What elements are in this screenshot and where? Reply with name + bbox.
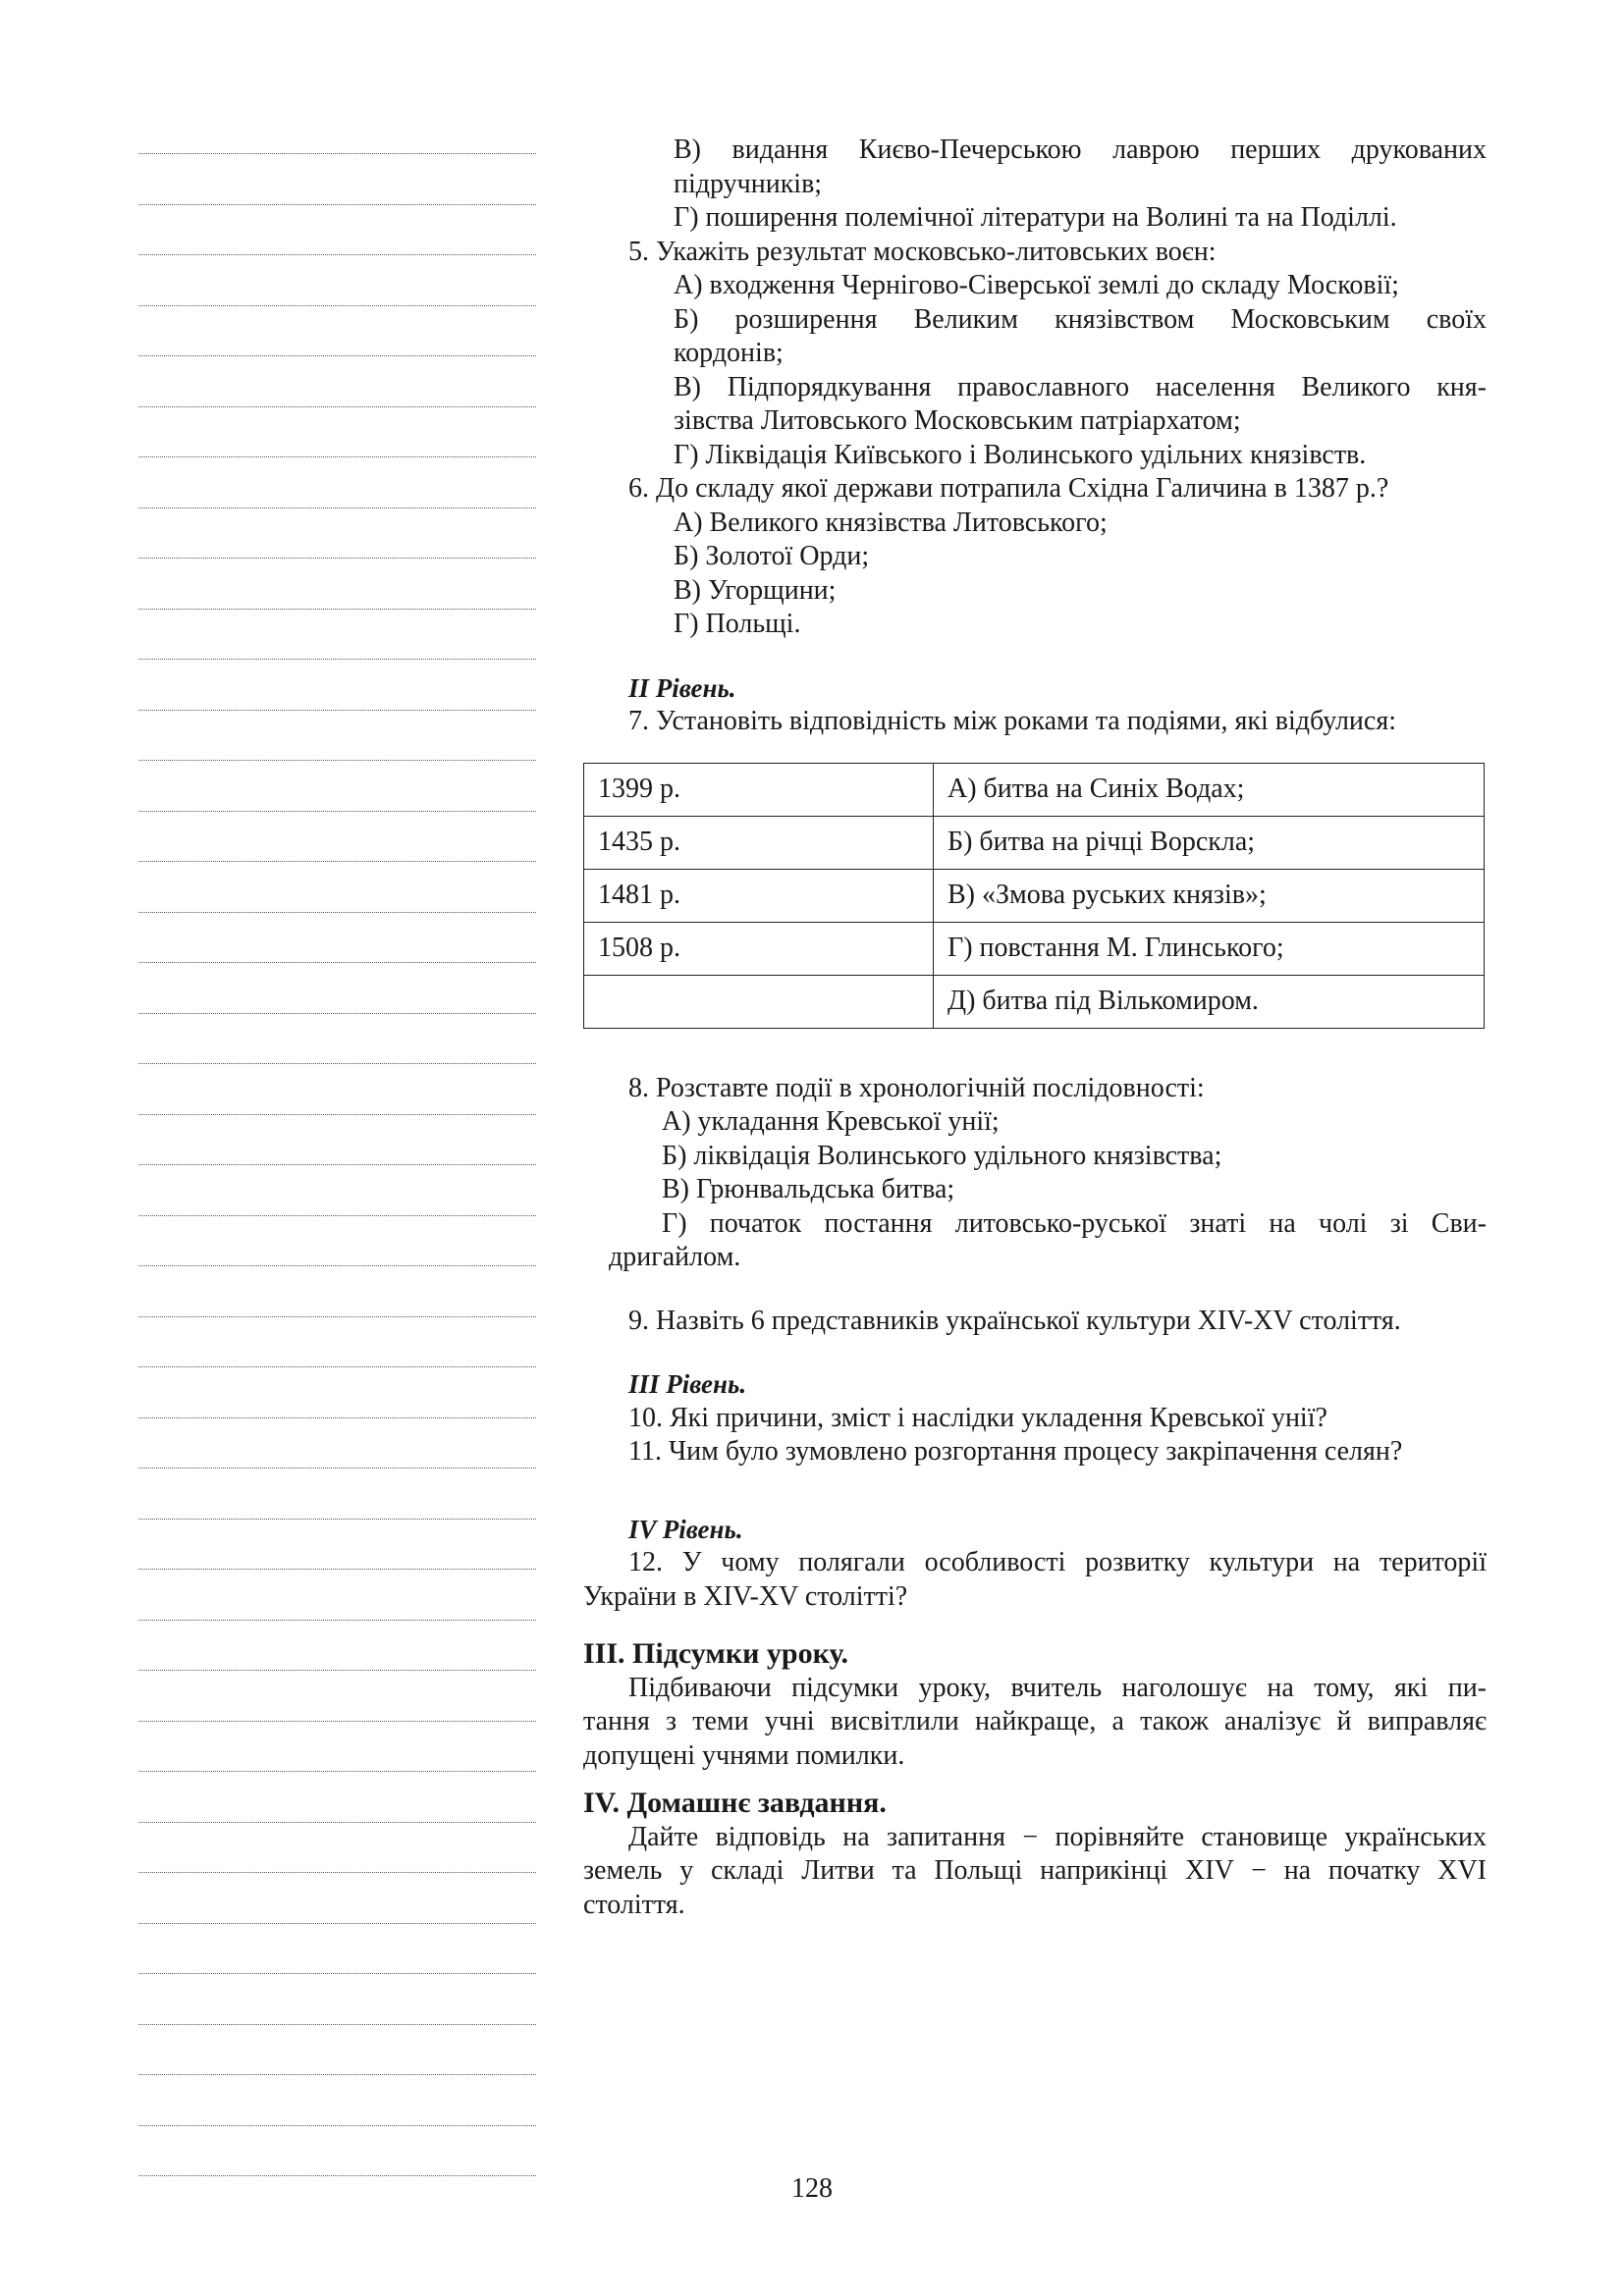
event-cell: Д) битва під Вількомиром. — [934, 975, 1485, 1028]
margin-note-line — [138, 405, 536, 407]
margin-note-line — [138, 608, 536, 610]
question-text: 12. У чому полягали особливості розвитку культури на території — [628, 1547, 1487, 1577]
margin-note-line — [138, 1113, 536, 1115]
margin-note-line — [138, 1214, 536, 1216]
level-2-heading: ІІ Рівень. — [628, 672, 736, 703]
question-text-cont: України в XIV-XV столітті? — [583, 1580, 908, 1612]
question-6 — [583, 472, 1487, 642]
margin-note-line — [138, 810, 536, 812]
option-a: А) Великого князівства Литовського; — [674, 507, 1108, 538]
question-7: 7. Установіть відповідність між роками та подіями, які відбулися: — [628, 706, 1397, 736]
margin-note-line — [138, 658, 536, 660]
question-text: 8. Розставте події в хронологічній послідовності: — [628, 1072, 1205, 1103]
option-b: Б) Золотої Орди; — [674, 541, 870, 571]
level-4-heading: IV Рівень. — [628, 1514, 743, 1544]
question-8 — [583, 1072, 1487, 1275]
margin-note-line — [138, 1720, 536, 1722]
margin-note-line — [138, 1062, 536, 1064]
section-title: ІІІ. Підсумки уроку. — [583, 1637, 848, 1670]
option-v: В) Угорщини; — [674, 574, 837, 606]
margin-note-line — [138, 1467, 536, 1468]
margin-note-line — [138, 304, 536, 306]
margin-note-line — [138, 455, 536, 457]
margin-note-line — [138, 1163, 536, 1165]
table-row — [584, 763, 1485, 816]
margin-note-line — [138, 1619, 536, 1621]
margin-note-line — [138, 1922, 536, 1924]
section-title: IV. Домашнє завдання. — [583, 1787, 887, 1819]
table-row — [584, 816, 1485, 869]
option-g: Г) поширення полемічної літератури на Волині та на Поділлі. — [674, 202, 1397, 233]
margin-note-line — [138, 759, 536, 761]
margin-note-line — [138, 1770, 536, 1772]
question-4-tail — [583, 133, 1487, 236]
level-3-heading: ІІІ Рівень. — [628, 1369, 747, 1399]
question-10: 10. Які причини, зміст і наслідки укладення Кревської унії? — [628, 1402, 1327, 1433]
margin-note-line — [138, 1821, 536, 1823]
option-v-cont: зівства Литовського Московським патріархатом; — [674, 405, 1241, 436]
margin-note-line — [138, 1871, 536, 1873]
option-b: Б) ліквідація Волинського удільного князівства; — [662, 1140, 1222, 1171]
page-number: 128 — [791, 2173, 833, 2204]
margin-note-line — [138, 2124, 536, 2126]
paragraph-line: століття. — [583, 1889, 685, 1920]
margin-note-line — [138, 1972, 536, 1974]
margin-note-line — [138, 557, 536, 559]
margin-note-line — [138, 507, 536, 508]
event-cell: Б) битва на річці Ворскла; — [934, 816, 1485, 869]
margin-note-line — [138, 1264, 536, 1266]
paragraph-line: Дайте відповідь на запитання − порівняйте становище українських — [628, 1821, 1487, 1852]
margin-note-line — [138, 1012, 536, 1014]
question-text: 6. До складу якої держави потрапила Східна Галичина в 1387 р.? — [628, 473, 1389, 504]
notes-margin — [138, 152, 536, 2225]
margin-note-line — [138, 1518, 536, 1520]
margin-note-line — [138, 961, 536, 963]
paragraph-line: земель у складі Литви та Польщі наприкінці XIV − на початку XVI — [583, 1855, 1487, 1886]
question-5 — [583, 236, 1487, 473]
margin-note-line — [138, 2023, 536, 2025]
margin-note-line — [138, 152, 536, 154]
option-v-cont: підручників; — [674, 168, 823, 199]
year-cell: 1481 р. — [584, 869, 934, 922]
option-g-cont: дригайлом. — [609, 1242, 741, 1272]
option-v: В) Підпорядкування православного населення Великого кня- — [674, 371, 1487, 402]
year-cell — [584, 975, 934, 1028]
option-v: В) видання Києво-Печерською лаврою перших друкованих — [674, 134, 1487, 165]
option-b-cont: кордонів; — [674, 338, 784, 368]
margin-note-line — [138, 1315, 536, 1317]
event-cell: Г) повстання М. Глинського; — [934, 922, 1485, 975]
margin-note-line — [138, 911, 536, 913]
option-a: А) входження Чернігово-Сіверської землі до складу Московії; — [674, 270, 1399, 300]
option-b: Б) розширення Великим князівством Московським своїх — [674, 303, 1487, 335]
margin-note-line — [138, 2073, 536, 2075]
year-cell: 1508 р. — [584, 922, 934, 975]
question-11: 11. Чим було зумовлено розгортання процесу закріпачення селян? — [628, 1436, 1403, 1467]
margin-note-line — [138, 1568, 536, 1570]
margin-note-line — [138, 203, 536, 205]
question-text: 5. Укажіть результат московсько-литовських воєн: — [628, 236, 1217, 267]
paragraph-line: тання з теми учні висвітлили найкраще, а також аналізує й виправляє — [583, 1706, 1487, 1736]
option-a: А) укладання Кревської унії; — [662, 1106, 1000, 1137]
margin-note-line — [138, 1416, 536, 1418]
margin-note-line — [138, 1365, 536, 1367]
option-g: Г) початок постання литовсько-руської знаті на чолі зі Сви- — [662, 1207, 1487, 1239]
question-12 — [583, 1546, 1487, 1614]
table-row — [584, 975, 1485, 1028]
option-g: Г) Ліквідація Київського і Волинського удільних князівств. — [674, 439, 1367, 470]
margin-note-line — [138, 709, 536, 711]
margin-note-line — [138, 860, 536, 862]
year-cell: 1435 р. — [584, 816, 934, 869]
margin-note-line — [138, 253, 536, 255]
matching-table — [583, 763, 1485, 1029]
table-row — [584, 922, 1485, 975]
event-cell: В) «Змова руських князів»; — [934, 869, 1485, 922]
year-cell: 1399 р. — [584, 763, 934, 816]
main-content — [583, 133, 1487, 1922]
question-9: 9. Назвіть 6 представників української культури XIV-XV століття. — [628, 1305, 1401, 1336]
margin-note-line — [138, 1669, 536, 1671]
option-g: Г) Польщі. — [674, 609, 801, 639]
margin-note-line — [138, 354, 536, 356]
option-v: В) Грюнвальдська битва; — [662, 1174, 955, 1204]
section-lesson-summary — [583, 1637, 1487, 1773]
section-homework — [583, 1787, 1487, 1922]
paragraph-line: Підбиваючи підсумки уроку, вчитель наголошує на тому, які пи- — [628, 1672, 1487, 1703]
event-cell: А) битва на Синіх Водах; — [934, 763, 1485, 816]
paragraph-line: допущені учнями помилки. — [583, 1739, 905, 1771]
table-row — [584, 869, 1485, 922]
